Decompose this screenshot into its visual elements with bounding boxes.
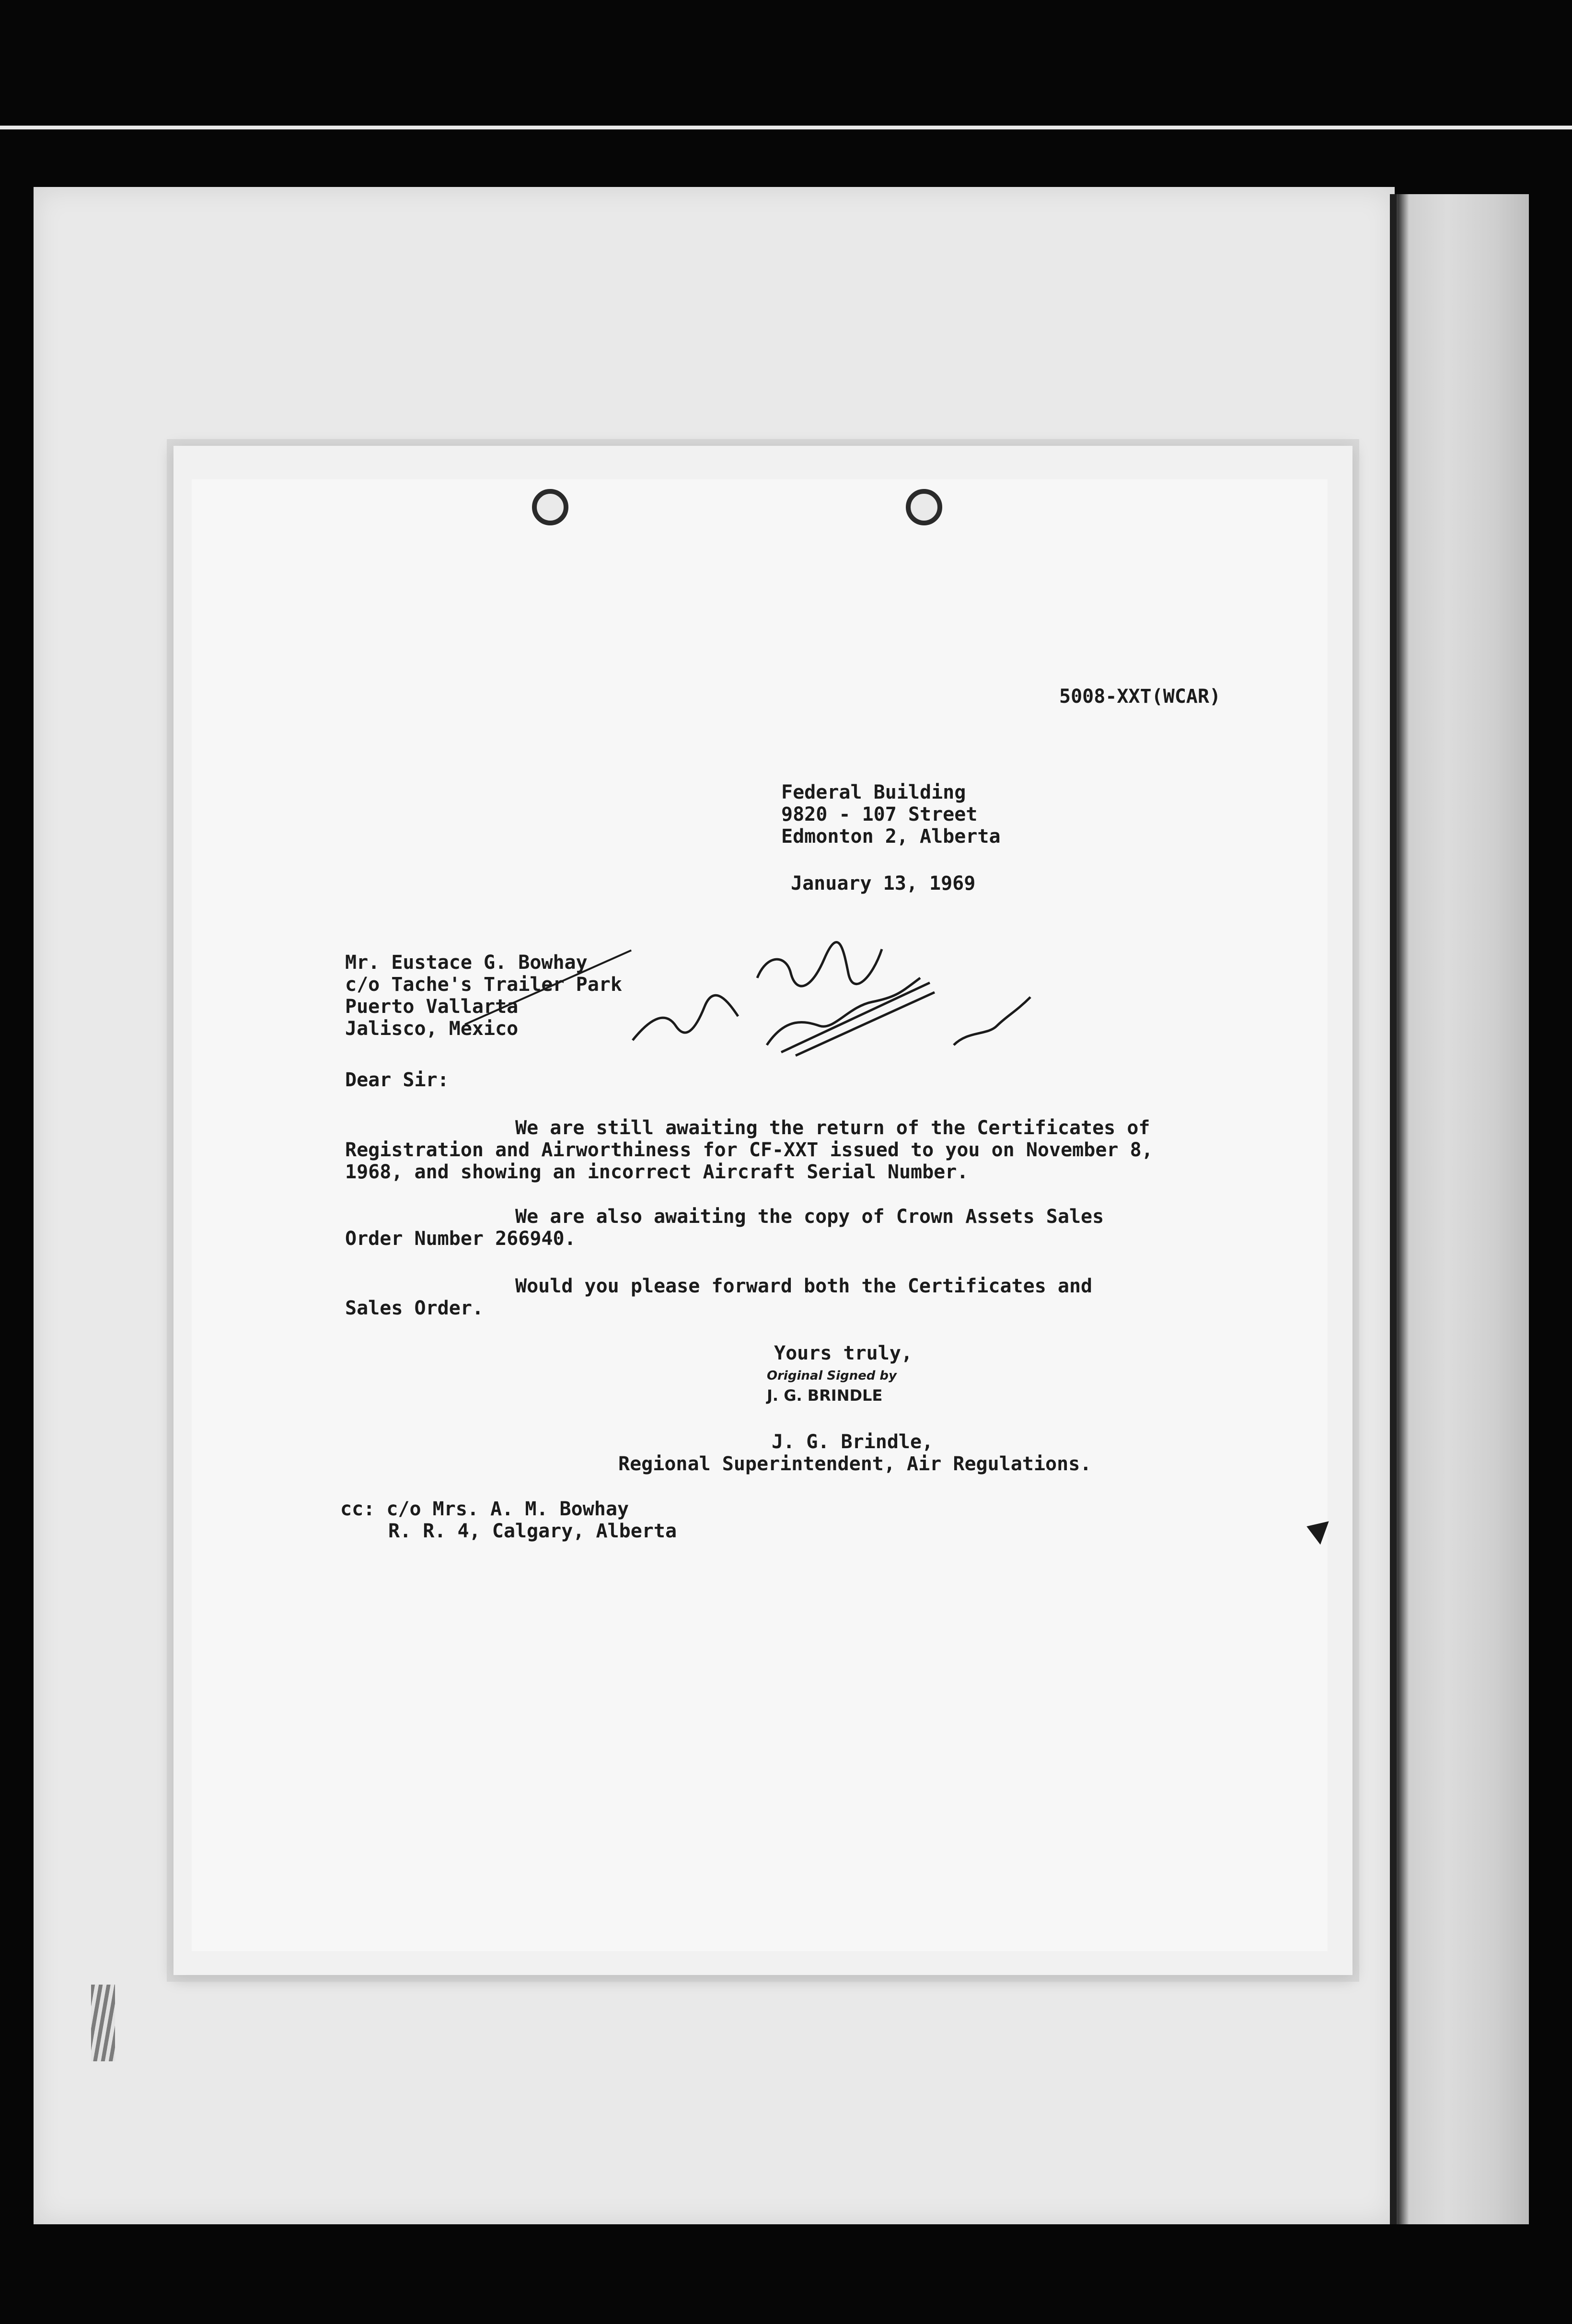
sender-line-2: 9820 - 107 Street — [781, 803, 978, 825]
recipient-line-3: Puerto Vallarta — [345, 996, 519, 1018]
file-reference: 5008-XXT(WCAR) — [1059, 686, 1221, 708]
binder-seam — [1390, 194, 1397, 2224]
closing: Yours truly, — [774, 1342, 913, 1364]
paragraph-3-line-1: Would you please forward both the Certificates and — [515, 1275, 1093, 1297]
signatory-name: J. G. Brindle, — [772, 1431, 934, 1453]
film-scratch — [91, 1985, 115, 2061]
punch-hole-left — [532, 489, 568, 525]
underline-1 — [781, 983, 930, 1052]
handwritten-initials — [954, 997, 1030, 1045]
paragraph-1-line-3: 1968, and showing an incorrect Aircraft Serial Number. — [345, 1161, 969, 1183]
sender-line-3: Edmonton 2, Alberta — [781, 825, 1001, 848]
paragraph-3-line-2: Sales Order. — [345, 1297, 484, 1319]
signatory-title: Regional Superintendent, Air Regulations. — [618, 1453, 1092, 1475]
binder-strip — [1390, 194, 1529, 2224]
letter-page — [192, 479, 1328, 1951]
paragraph-2-line-2: Order Number 266940. — [345, 1228, 576, 1250]
film-edge-line — [0, 126, 1572, 129]
handwriting-stroke-2 — [757, 942, 882, 986]
handwriting-stroke-1 — [633, 995, 738, 1040]
punch-hole-right — [906, 489, 942, 525]
letter-date: January 13, 1969 — [791, 872, 976, 895]
handwritten-note — [623, 920, 1054, 1064]
cc-line-2: R. R. 4, Calgary, Alberta — [388, 1520, 677, 1542]
stamp-line-2: J. G. BRINDLE — [767, 1386, 883, 1405]
cc-line-1: cc: c/o Mrs. A. M. Bowhay — [340, 1498, 629, 1520]
paragraph-2-line-1: We are also awaiting the copy of Crown Assets Sales — [515, 1206, 1104, 1228]
stamp-line-1: Original Signed by — [767, 1369, 897, 1383]
recipient-line-1: Mr. Eustace G. Bowhay — [345, 952, 588, 974]
sender-line-1: Federal Building — [781, 781, 966, 803]
recipient-line-4: Jalisco, Mexico — [345, 1018, 519, 1040]
paragraph-1-line-1: We are still awaiting the return of the Certificates of — [515, 1117, 1150, 1139]
paragraph-1-line-2: Registration and Airworthiness for CF-XXT issued to you on November 8, — [345, 1139, 1153, 1161]
salutation: Dear Sir: — [345, 1069, 449, 1091]
recipient-line-2: c/o Tache's Trailer Park — [345, 974, 622, 996]
